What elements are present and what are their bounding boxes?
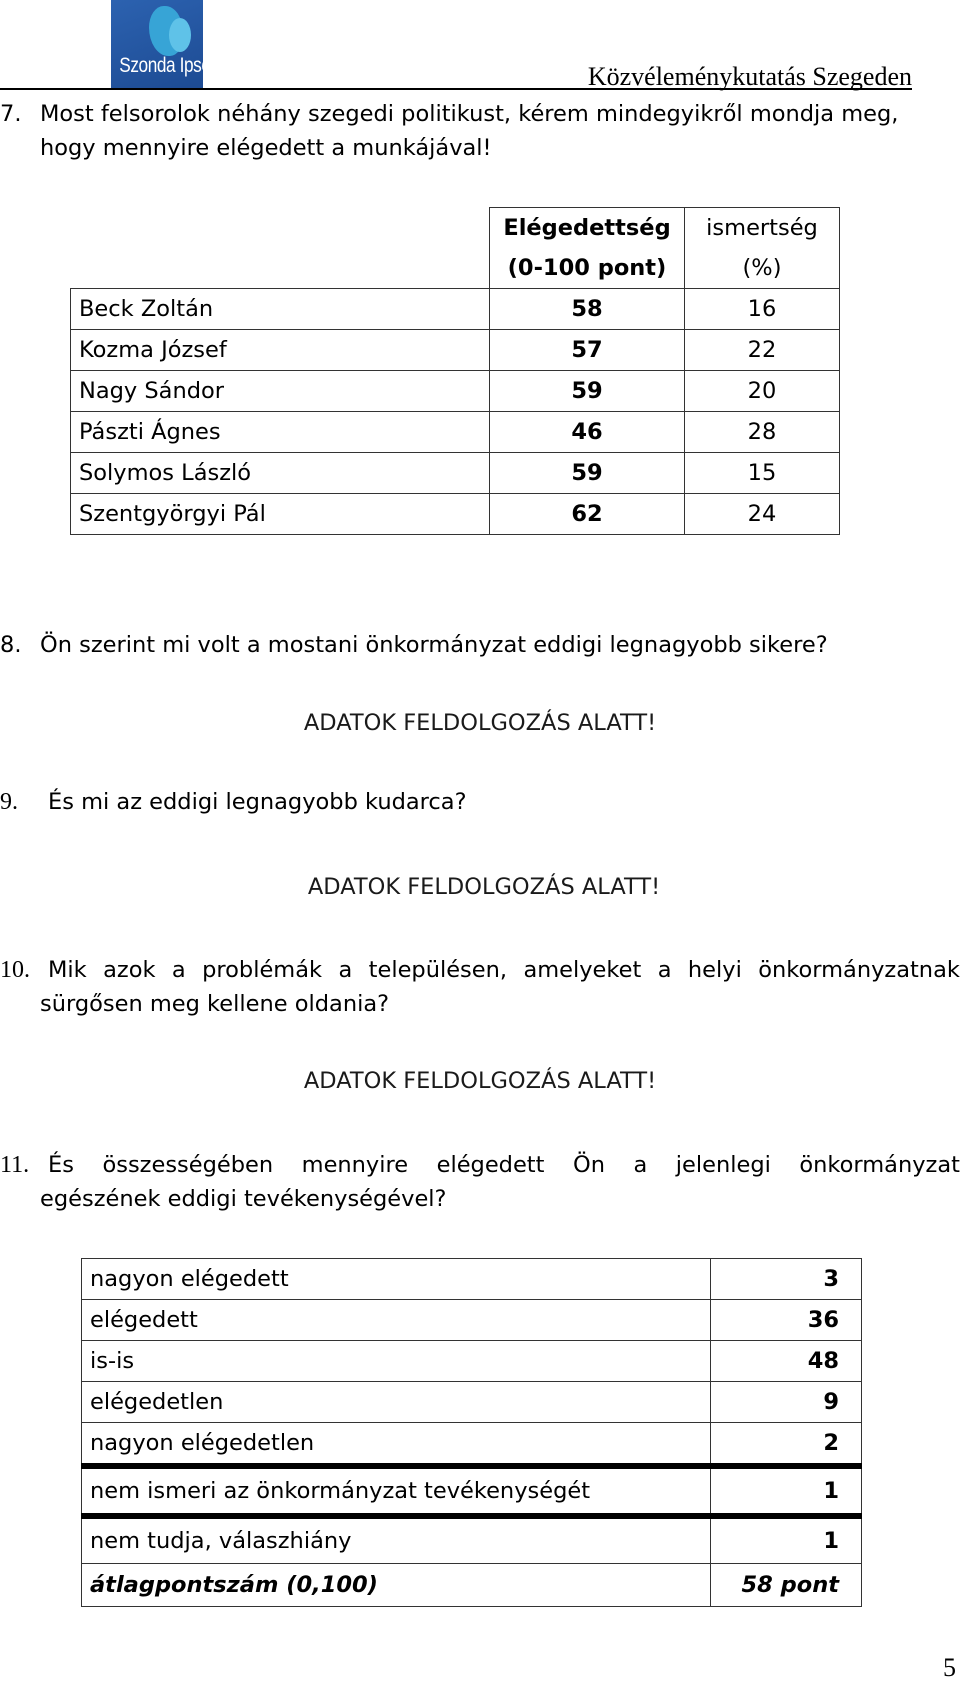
table-header-row [71, 248, 840, 289]
satisfaction-score: 62 [490, 494, 685, 535]
answer-percent: 1 [711, 1466, 862, 1516]
question-11-number: 11. [0, 1152, 30, 1178]
word: a [171, 957, 186, 983]
word: És [48, 1152, 74, 1178]
knowledge-percent: 15 [685, 453, 840, 494]
table-row-average [82, 1564, 862, 1607]
answer-label: elégedetlen [82, 1382, 711, 1423]
satisfaction-score: 57 [490, 330, 685, 371]
question-10-line2: sürgősen meg kellene oldania? [40, 991, 390, 1017]
answer-percent: 2 [711, 1423, 862, 1467]
average-value: 58 pont [711, 1564, 862, 1607]
answer-label: nagyon elégedett [82, 1259, 711, 1300]
header-title: Közvéleménykutatás Szegeden [587, 62, 912, 91]
logo-text: Szonda Ipsos [119, 54, 219, 77]
knowledge-percent: 24 [685, 494, 840, 535]
table-row [82, 1341, 862, 1382]
knowledge-percent: 16 [685, 289, 840, 330]
politician-name: Kozma József [71, 330, 490, 371]
word: önkormányzatnak [758, 957, 960, 983]
satisfaction-score: 46 [490, 412, 685, 453]
col-knowledge-header: ismertség [685, 208, 840, 249]
answer-label: nem ismeri az önkormányzat tevékenységét [82, 1466, 711, 1516]
word: a [338, 957, 353, 983]
satisfaction-score: 59 [490, 371, 685, 412]
question-10-notice: ADATOK FELDOLGOZÁS ALATT! [303, 1068, 657, 1094]
answer-percent: 3 [711, 1259, 862, 1300]
word: mennyire [301, 1152, 409, 1178]
table-row [82, 1259, 862, 1300]
table-row [71, 453, 840, 494]
col-knowledge-unit: (%) [685, 248, 840, 289]
word: önkormányzat [799, 1152, 960, 1178]
answer-label: nem tudja, válaszhiány [82, 1516, 711, 1564]
word: településen, [368, 957, 508, 983]
table-row [82, 1466, 862, 1516]
answer-percent: 36 [711, 1300, 862, 1341]
szonda-ipsos-logo [111, 0, 219, 88]
answer-percent: 9 [711, 1382, 862, 1423]
answer-label: elégedett [82, 1300, 711, 1341]
table-header-row [71, 208, 840, 249]
politician-name: Beck Zoltán [71, 289, 490, 330]
page-number: 5 [943, 1653, 956, 1682]
word: problémák [202, 957, 323, 983]
politician-name: Solymos László [71, 453, 490, 494]
question-7-line2: hogy mennyire elégedett a munkájával! [40, 135, 492, 161]
word: Ön [572, 1152, 605, 1178]
table-row [71, 412, 840, 453]
table-row [71, 330, 840, 371]
table-row [82, 1300, 862, 1341]
question-9-text: És mi az eddigi legnagyobb kudarca? [48, 789, 467, 815]
question-7 [0, 97, 898, 131]
word: helyi [687, 957, 742, 983]
question-10-number: 10. [0, 957, 30, 983]
question-9 [0, 785, 467, 819]
word: Mik [48, 957, 87, 983]
politician-satisfaction-table [70, 207, 840, 535]
question-8-text: Ön szerint mi volt a mostani önkormányzat eddigi legnagyobb sikere? [40, 632, 828, 658]
knowledge-percent: 22 [685, 330, 840, 371]
answer-percent: 48 [711, 1341, 862, 1382]
word: a [633, 1152, 648, 1178]
politician-name: Pászti Ágnes [71, 412, 490, 453]
answer-label: is-is [82, 1341, 711, 1382]
word: amelyeket [523, 957, 642, 983]
table-row [71, 371, 840, 412]
politician-name: Szentgyörgyi Pál [71, 494, 490, 535]
politician-name: Nagy Sándor [71, 371, 490, 412]
question-11 [0, 1148, 48, 1182]
question-10 [0, 953, 48, 987]
average-label: átlagpontszám (0,100) [82, 1564, 711, 1607]
answer-percent: 1 [711, 1516, 862, 1564]
satisfaction-score: 59 [490, 453, 685, 494]
table-row [82, 1382, 862, 1423]
question-10-line1 [48, 953, 960, 987]
question-11-line1 [48, 1148, 960, 1182]
word: elégedett [436, 1152, 545, 1178]
logo-shape-highlight [169, 18, 191, 52]
question-8-number: 8. [0, 632, 22, 658]
question-7-number: 7. [0, 101, 22, 127]
col-satisfaction-unit: (0-100 pont) [490, 248, 685, 289]
question-9-notice: ADATOK FELDOLGOZÁS ALATT! [307, 874, 661, 900]
question-9-number: 9. [0, 789, 18, 815]
word: azok [103, 957, 156, 983]
overall-satisfaction-table [81, 1258, 862, 1607]
table-row [71, 494, 840, 535]
question-8-notice: ADATOK FELDOLGOZÁS ALATT! [303, 710, 657, 736]
knowledge-percent: 28 [685, 412, 840, 453]
word: összességében [102, 1152, 274, 1178]
table-row [71, 289, 840, 330]
question-11-line2: egészének eddigi tevékenységével? [40, 1186, 447, 1212]
header-divider [0, 88, 912, 90]
question-7-line1: Most felsorolok néhány szegedi politikust, kérem mindegyikről mondja meg, [40, 101, 899, 127]
satisfaction-score: 58 [490, 289, 685, 330]
col-satisfaction-header: Elégedettség [490, 208, 685, 249]
word: jelenlegi [675, 1152, 771, 1178]
knowledge-percent: 20 [685, 371, 840, 412]
table-row [82, 1516, 862, 1564]
answer-label: nagyon elégedetlen [82, 1423, 711, 1467]
question-8 [0, 628, 828, 662]
word: a [657, 957, 672, 983]
table-row [82, 1423, 862, 1467]
